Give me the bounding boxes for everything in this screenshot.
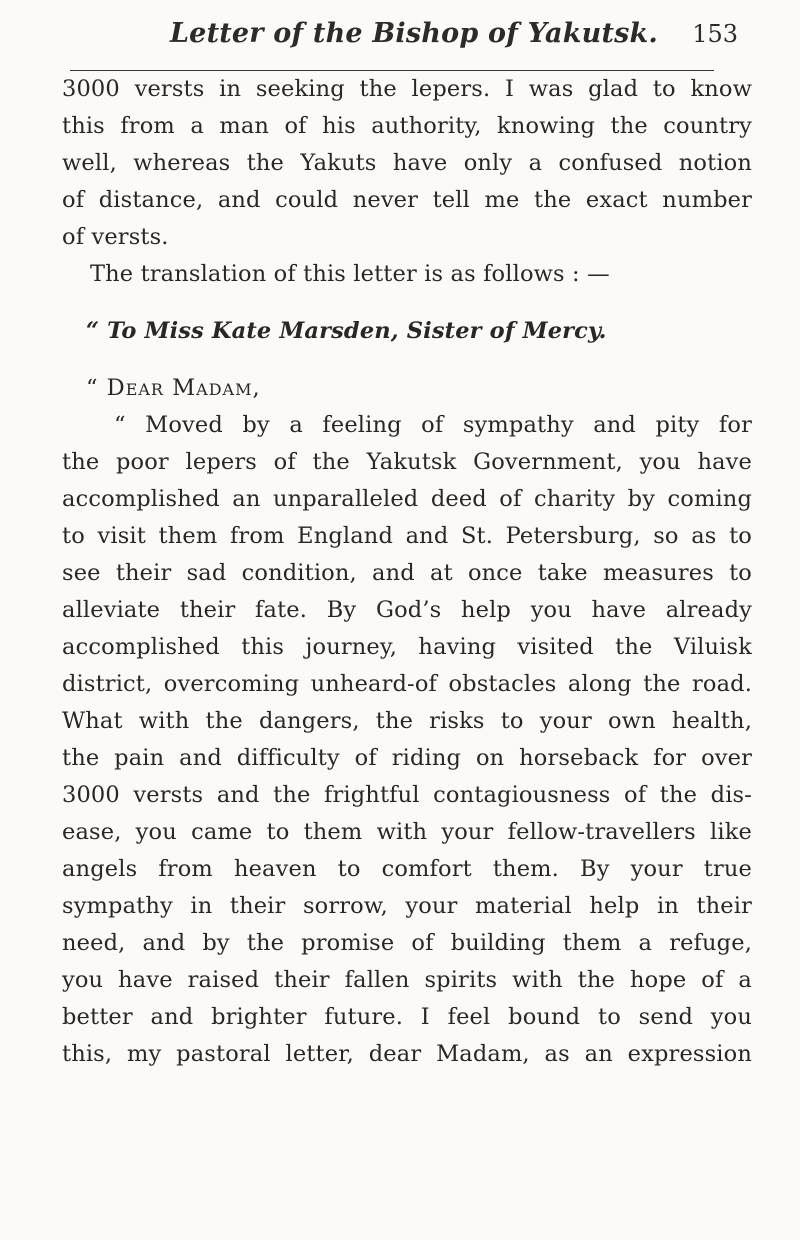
text-line: well, whereas the Yakuts have only a confused notion [62, 150, 752, 176]
running-head [40, 18, 760, 62]
text-line: need, and by the promise of building them a refuge, [62, 930, 752, 956]
text-line: the pain and difficulty of riding on horseback for over [62, 745, 752, 771]
paragraph-gap [62, 350, 752, 370]
letter-salutation: “ Dear Madam, [86, 375, 261, 401]
text-line: see their sad condition, and at once take measures to [62, 560, 752, 586]
body-text [62, 71, 752, 1073]
page-number: 153 [692, 20, 738, 48]
text-line: The translation of this letter is as follows : — [90, 261, 610, 287]
running-title: Letter of the Bishop of Yakutsk. [170, 18, 659, 49]
text-line: 3000 versts and the frightful contagiousness of the dis- [62, 782, 752, 808]
text-line: 3000 versts in seeking the lepers. I was glad to know [62, 76, 752, 102]
text-line: accomplished this journey, having visited the Viluisk [62, 634, 752, 660]
text-line: alleviate their fate. By God’s help you have already [62, 597, 752, 623]
text-line: to visit them from England and St. Petersburg, so as to [62, 523, 752, 549]
text-line: of distance, and could never tell me the exact number [62, 187, 752, 213]
text-line: the poor lepers of the Yakutsk Government, you have [62, 449, 752, 475]
text-line: better and brighter future. I feel bound to send you [62, 1004, 752, 1030]
text-line: accomplished an unparalleled deed of charity by coming [62, 486, 752, 512]
text-line: ease, you came to them with your fellow-travellers like [62, 819, 752, 845]
text-line: this from a man of his authority, knowing the country [62, 113, 752, 139]
letter-address: “ To Miss Kate Marsden, Sister of Mercy. [86, 318, 607, 344]
text-line: of versts. [62, 224, 169, 250]
text-line: this, my pastoral letter, dear Madam, as an expression [62, 1041, 752, 1067]
text-line: What with the dangers, the risks to your own health, [62, 708, 752, 734]
paragraph-gap [62, 293, 752, 313]
text-line: angels from heaven to comfort them. By your true [62, 856, 752, 882]
text-line: sympathy in their sorrow, your material help in their [62, 893, 752, 919]
text-line: “ Moved by a feeling of sympathy and pity for [114, 412, 752, 438]
text-line: you have raised their fallen spirits with the hope of a [62, 967, 752, 993]
text-line: district, overcoming unheard-of obstacles along the road. [62, 671, 752, 697]
